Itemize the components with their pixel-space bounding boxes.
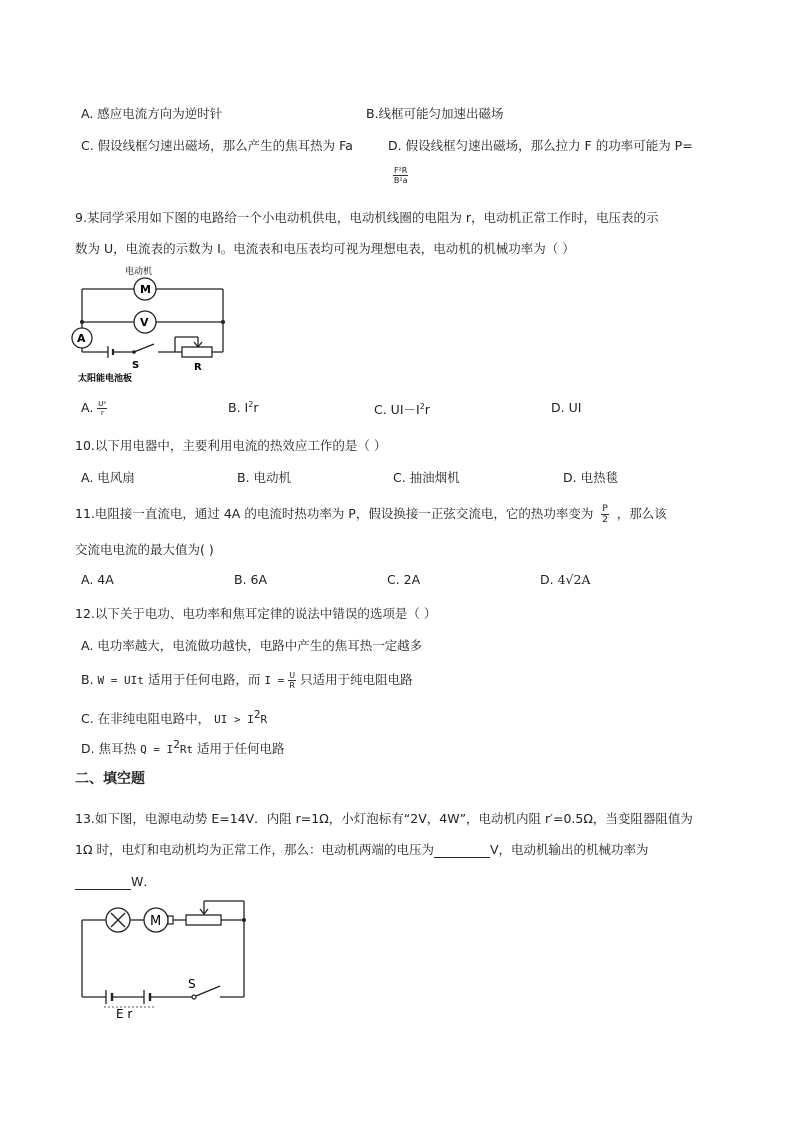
q9-option-a: A. $\frac{\text{U²}}{r}$: [81, 400, 107, 417]
svg-text:S: S: [132, 360, 140, 371]
switch-symbol: [134, 344, 154, 352]
svg-text:M: M: [150, 914, 162, 929]
q10-option-c: C. 抽油烟机: [393, 470, 460, 485]
q9-stem-line1: 9.某同学采用如下图的电路给一个小电动机供电，电动机线圈的电阻为 r，电动机正常工作时，电压表的示: [75, 210, 659, 225]
q11-option-b: B. 6A: [234, 572, 268, 587]
q10-option-a: A. 电风扇: [81, 470, 135, 485]
q10-stem: 10.以下用电器中，主要利用电流的热效应工作的是（ ）: [75, 438, 387, 453]
q13-circuit-diagram: [76, 895, 252, 1020]
q11-option-d: D. 4√2A: [540, 572, 591, 587]
q8-option-d: D. 假设线框匀速出磁场，那么拉力 F 的功率可能为 P=: [388, 138, 693, 153]
q12-option-d: D. 焦耳热 $Q = I^2Rt$ 适用于任何电路: [81, 738, 285, 757]
q9-circuit-diagram: [70, 262, 230, 387]
q13-answer-blank-2[interactable]: [75, 877, 131, 890]
q13-stem-line1: 13.如下图，电源电动势 E=14V．内阻 r=1Ω，小灯泡标有“2V，4W”，电动机内阻 r′=0.5Ω，当变阻器阻值为: [75, 811, 693, 826]
q13-answer-blank-1[interactable]: [434, 845, 490, 858]
q11-stem-line2: 交流电电流的最大值为( ): [75, 542, 214, 557]
q11-option-a: A. 4A: [81, 572, 114, 587]
svg-text:R: R: [194, 362, 202, 373]
q10-option-b: B. 电动机: [237, 470, 292, 485]
q13-stem-line3: W．: [75, 872, 156, 890]
rheostat-symbol: [186, 915, 221, 925]
q9-stem-line2: 数为 U，电流表的示数为 I。电流表和电压表均可视为理想电表，电动机的机械功率为（ ）: [75, 241, 575, 256]
q9-option-b: B. $I^2r$: [228, 400, 259, 416]
svg-text:A: A: [77, 332, 86, 345]
motor-caption: 电动机: [125, 267, 153, 277]
q8-option-b: B.线框可能匀加速出磁场: [366, 106, 504, 121]
q12-option-b: B. W = UIt 适用于任何电路，而 I = $\frac{U}{R}$ 只适用于纯电阻电路: [81, 671, 413, 690]
q11-option-c: C. 2A: [387, 572, 421, 587]
source-label: E r: [116, 1007, 133, 1020]
switch-symbol: [196, 986, 220, 996]
panel-caption: 太阳能电池板: [78, 374, 133, 384]
svg-text:S: S: [188, 977, 196, 991]
q9-option-d: D. UI: [551, 400, 582, 415]
q9-option-c: C. $UI-I^2r$: [374, 401, 430, 417]
q10-option-d: D. 电热毯: [563, 470, 619, 485]
q8-option-c: C. 假设线框匀速出磁场，那么产生的焦耳热为 Fa: [81, 138, 353, 153]
rheostat-symbol: [182, 347, 212, 357]
q8-option-a: A. 感应电流方向为逆时针: [81, 106, 223, 121]
q11-stem-line1: 11.电阻接一直流电，通过 4A 的电流时热功率为 P，假设换接一正弦交流电，它的热功率变为 $\frac{P}{2}$ ，那么该: [75, 504, 667, 525]
q12-option-c: C. 在非纯电阻电路中， UI > $I^2R$: [81, 708, 268, 727]
q12-stem: 12.以下关于电功、电功率和焦耳定律的说法中错误的选项是（ ）: [75, 606, 437, 621]
svg-text:V: V: [140, 316, 149, 329]
q13-stem-line2: 1Ω 时，电灯和电动机均为正常工作，那么：电动机两端的电压为 V，电动机输出的机械功率为: [75, 842, 649, 857]
section-title: 二、填空题: [75, 771, 145, 787]
svg-text:M: M: [140, 283, 151, 296]
q8-option-d-fraction: $\frac{\text{F²R}}{\text{B²a}}$: [393, 166, 408, 185]
q12-option-a: A. 电功率越大，电流做功越快，电路中产生的焦耳热一定越多: [81, 638, 423, 653]
